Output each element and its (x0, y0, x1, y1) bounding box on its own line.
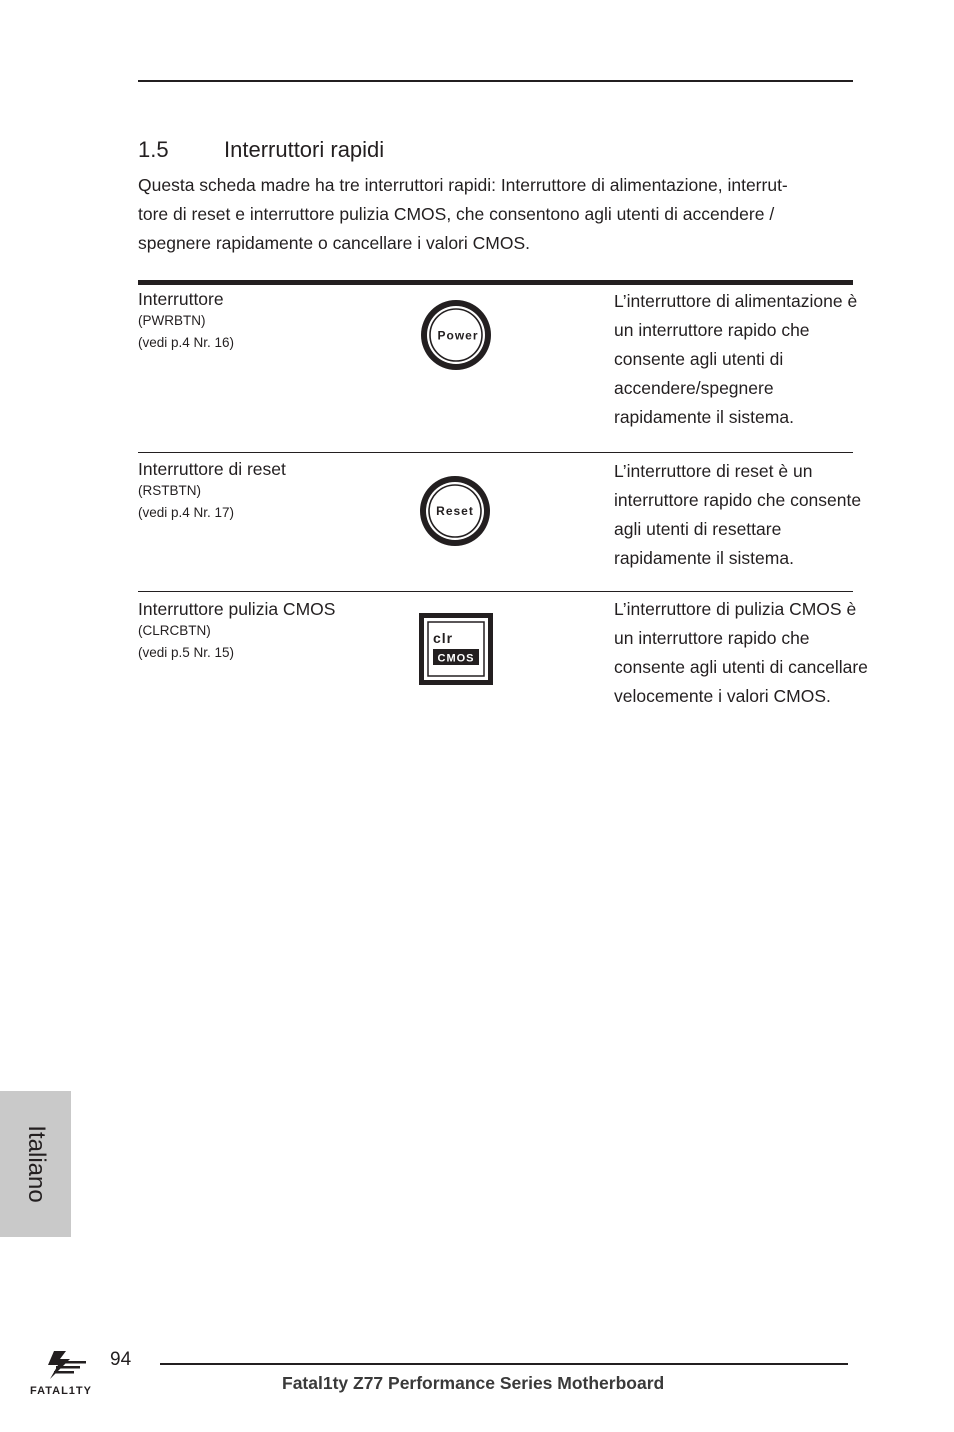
fatal1ty-logo-text: FATAL1TY (30, 1385, 92, 1397)
switch-code: (RSTBTN) (138, 483, 201, 498)
switch-row-reset (138, 458, 378, 524)
footer-rule (160, 1363, 848, 1365)
section-title: Interruttori rapidi (224, 137, 385, 162)
fatal1ty-logo-icon (40, 1349, 96, 1383)
switch-name: Interruttore (138, 289, 224, 309)
reset-button-label: Reset (436, 504, 474, 518)
language-side-tab-label: Italiano (22, 1125, 50, 1203)
switch-code: (CLRCBTN) (138, 623, 211, 638)
header-rule (138, 80, 853, 82)
switch-name: Interruttore di reset (138, 459, 286, 479)
row-divider (138, 452, 853, 453)
section-number: 1.5 (138, 137, 169, 162)
switch-row-power (138, 288, 378, 354)
section-intro: Questa scheda madre ha tre interruttori rapidi: Interruttore di alimentazione, interrut- tore di reset e interruttore pulizia CMOS, che consentono agli utenti di accendere / spegnere rapidamente o cancellare i valori CMOS. (138, 175, 788, 253)
language-side-tab (0, 1091, 71, 1237)
table-top-rule (138, 280, 853, 285)
switch-description: L’interruttore di alimentazione è un interruttore rapido che consente agli utenti di accendere/spegnere rapidamente il sistema. (614, 291, 858, 427)
switch-row-clear-cmos (138, 598, 378, 664)
clear-cmos-label-bottom: CMOS (437, 652, 475, 665)
switch-name: Interruttore pulizia CMOS (138, 599, 336, 619)
power-button-icon (417, 299, 495, 371)
footer-title: Fatal1ty Z77 Performance Series Motherboard (282, 1373, 665, 1393)
clear-cmos-button-icon (419, 613, 493, 685)
row-divider (138, 591, 853, 592)
clear-cmos-label-top: clr (433, 630, 454, 646)
page-number: 94 (110, 1349, 132, 1370)
reset-button-icon (416, 475, 494, 547)
switch-ref: (vedi p.5 Nr. 15) (138, 645, 235, 660)
switch-description: L’interruttore di reset è un interruttore rapido che consente agli utenti di resettare rapidamente il sistema. (614, 461, 862, 568)
switch-code: (PWRBTN) (138, 313, 206, 328)
power-button-label: Power (437, 328, 479, 343)
switch-description: L’interruttore di pulizia CMOS è un interruttore rapido che consente agli utenti di cancellare velocemente i valori CMOS. (614, 599, 868, 706)
switch-ref: (vedi p.4 Nr. 17) (138, 505, 235, 520)
switch-ref: (vedi p.4 Nr. 16) (138, 335, 235, 350)
